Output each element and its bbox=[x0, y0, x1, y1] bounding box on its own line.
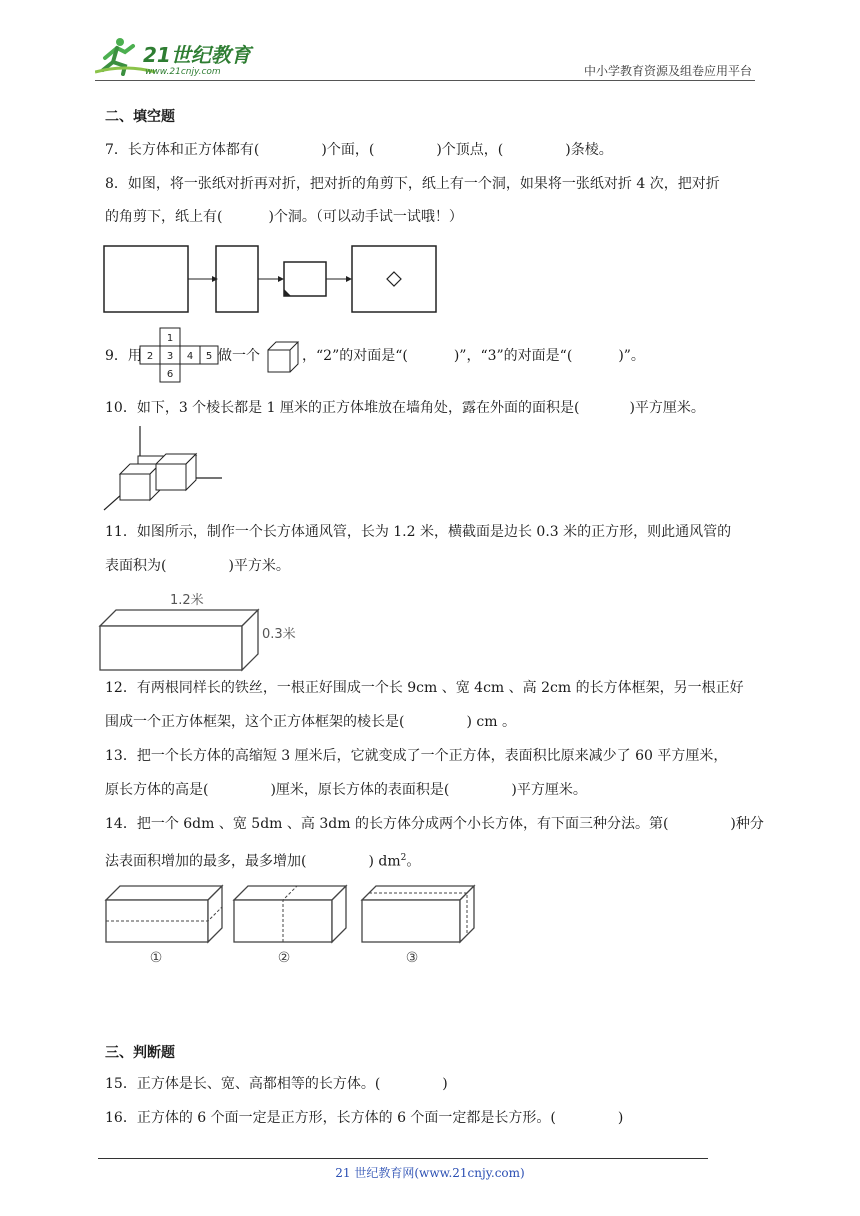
question-14-line2: 法表面积增加的最多，最多增加( ) $dm^2$。 bbox=[105, 853, 421, 870]
method-label-2: ② bbox=[277, 950, 291, 966]
corner-cubes-diagram bbox=[100, 424, 230, 514]
question-14-line1: 14．把一个 6dm 、宽 5dm 、高 3dm 的长方体分成两个小长方体，有下面三种分法。第( )种分 bbox=[105, 816, 764, 832]
question-15: 15．正方体是长、宽、高都相等的长方体。( ) bbox=[105, 1076, 448, 1092]
paper-folding-diagram bbox=[100, 242, 440, 316]
question-11-line1: 11．如图所示，制作一个长方体通风管，长为 1.2 米，横截面是边长 0.3 米的正方形，则此通风管的 bbox=[105, 524, 732, 540]
site-logo bbox=[95, 36, 255, 78]
question-9-mid: 做一个 bbox=[218, 348, 260, 364]
footer-link[interactable]: 21 世纪教育网(www.21cnjy.com) bbox=[335, 1166, 525, 1180]
question-13-line1: 13．把一个长方体的高缩短 3 厘米后，它就变成了一个正方体，表面积比原来减少了 60 平方厘米， bbox=[105, 748, 728, 764]
net-face-1: 1 bbox=[166, 333, 174, 344]
question-10: 10．如下，3 个棱长都是 1 厘米的正方体堆放在墙角处，露在外面的面积是( )平方厘米。 bbox=[105, 400, 705, 416]
question-16: 16．正方体的 6 个面一定是正方形，长方体的 6 个面一定都是长方形。( ) bbox=[105, 1110, 624, 1126]
section-title-judgement: 三、判断题 bbox=[105, 1045, 175, 1061]
question-12-line1: 12．有两根同样长的铁丝，一根正好围成一个长 9cm 、宽 4cm 、高 2cm 的长方体框架，另一根正好 bbox=[105, 680, 744, 696]
footer-divider bbox=[98, 1158, 708, 1159]
question-8-line1: 8．如图，将一张纸对折再对折，把对折的角剪下，纸上有一个洞，如果将一张纸对折 4 次，把对折 bbox=[105, 176, 720, 192]
method-label-1: ① bbox=[149, 950, 163, 966]
duct-length-label: 1.2米 bbox=[170, 593, 204, 608]
net-face-3: 3 bbox=[166, 351, 174, 362]
question-9-prefix: 9．用 bbox=[105, 348, 142, 364]
net-face-4: 4 bbox=[186, 351, 194, 362]
three-cut-methods-diagram bbox=[100, 880, 490, 970]
cube-icon bbox=[266, 340, 300, 374]
section-title-fill-blank: 二、填空题 bbox=[105, 109, 175, 125]
question-11-line2: 表面积为( )平方米。 bbox=[105, 558, 290, 574]
net-face-6: 6 bbox=[166, 369, 174, 380]
question-7: 7．长方体和正方体都有( )个面，( )个顶点，( )条棱。 bbox=[105, 142, 613, 158]
duct-diagram bbox=[96, 588, 316, 674]
question-8-line2: 的角剪下，纸上有( )个洞。（可以动手试一试哦！） bbox=[105, 209, 463, 225]
method-label-3: ③ bbox=[405, 950, 419, 966]
logo-text: 21世纪教育 bbox=[143, 43, 251, 67]
net-face-2: 2 bbox=[146, 351, 154, 362]
logo-url: www.21cnjy.com bbox=[145, 67, 221, 77]
question-12-line2: 围成一个正方体框架，这个正方体框架的棱长是( ) cm 。 bbox=[105, 714, 516, 730]
cube-net-diagram bbox=[138, 326, 220, 386]
question-13-line2: 原长方体的高是( )厘米，原长方体的表面积是( )平方厘米。 bbox=[105, 782, 587, 798]
duct-side-label: 0.3米 bbox=[262, 627, 296, 642]
platform-name: 中小学教育资源及组卷应用平台 bbox=[583, 64, 752, 78]
net-face-5: 5 bbox=[205, 351, 213, 362]
header-divider bbox=[95, 80, 755, 81]
question-9-text: ，“2”的对面是“( )”，“3”的对面是“( )”。 bbox=[302, 348, 645, 364]
